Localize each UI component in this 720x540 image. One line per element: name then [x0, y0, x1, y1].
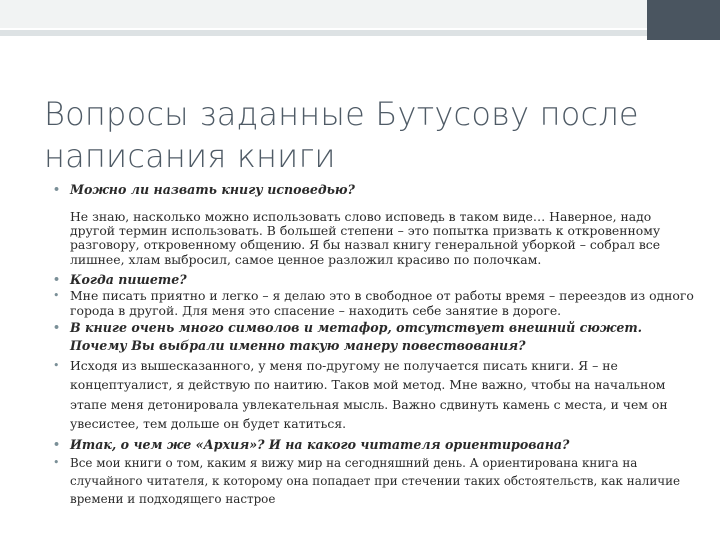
slide-header-decoration — [0, 0, 720, 40]
answer-text: Мне писать приятно и легко – я делаю это в свободное от работы время – переездов из одного города в другой. Для меня это спасение – находить себе занятие в дороге. — [70, 287, 694, 319]
question-text: Итак, о чем же «Архия»? И на какого читателя ориентирована? — [70, 436, 570, 452]
question-item — [53, 319, 700, 356]
answer-item — [53, 287, 700, 319]
header-dark-block — [647, 0, 720, 40]
answer-text: Все мои книги о том, каким я вижу мир на сегодняшний день. А ориентирована книга на случайного читателя, к которому она попадает при стечении таких обстоятельств, как наличие времени и подходящего настрое — [70, 456, 681, 507]
bullet-icon: • — [53, 358, 60, 372]
question-text: В книге очень много символов и метафор, отсутствует внешний сюжет. Почему Вы выбрали именно такую манеру повествования? — [70, 319, 643, 354]
question-item — [53, 271, 700, 288]
bullet-icon: • — [53, 437, 61, 451]
bullet-icon: • — [53, 288, 60, 302]
slide-title: Вопросы заданные Бутусову после написания книги — [44, 95, 639, 175]
question-item — [53, 436, 700, 455]
bullet-icon: • — [53, 320, 61, 334]
bullet-icon: • — [53, 272, 61, 286]
header-band — [0, 0, 720, 28]
slide-content — [53, 181, 700, 508]
answer-item — [70, 210, 700, 267]
question-item — [53, 181, 700, 198]
bullet-icon: • — [53, 183, 61, 196]
answer-item — [53, 454, 700, 508]
header-stripe — [0, 30, 647, 36]
question-text: Когда пишете? — [70, 271, 187, 287]
question-text: Можно ли назвать книгу исповедью? — [70, 182, 355, 197]
answer-text: Исходя из вышесказанного, у меня по-другому не получается писать книги. Я – не концептуалист, я действую по наитию. Таков мой метод. Мне важно, чтобы на начальном этапе меня детонировала увлекательная мысль. Важно сдвинуть камень с места, и чем он увесистее, тем дольше он будет катиться. — [70, 357, 668, 432]
answer-text: Не знаю, насколько можно использовать слово исповедь в таком виде… Наверное, надо другой термин использовать. В большей степени – это попытка призвать к откровенному разговору, откровенному общению. Я бы назвал книгу генеральной уборкой – собрал все лишнее, хлам выбросил, самое ценное разложил красиво по полочкам. — [70, 209, 661, 267]
bullet-icon: • — [53, 456, 60, 470]
answer-item — [53, 356, 700, 434]
